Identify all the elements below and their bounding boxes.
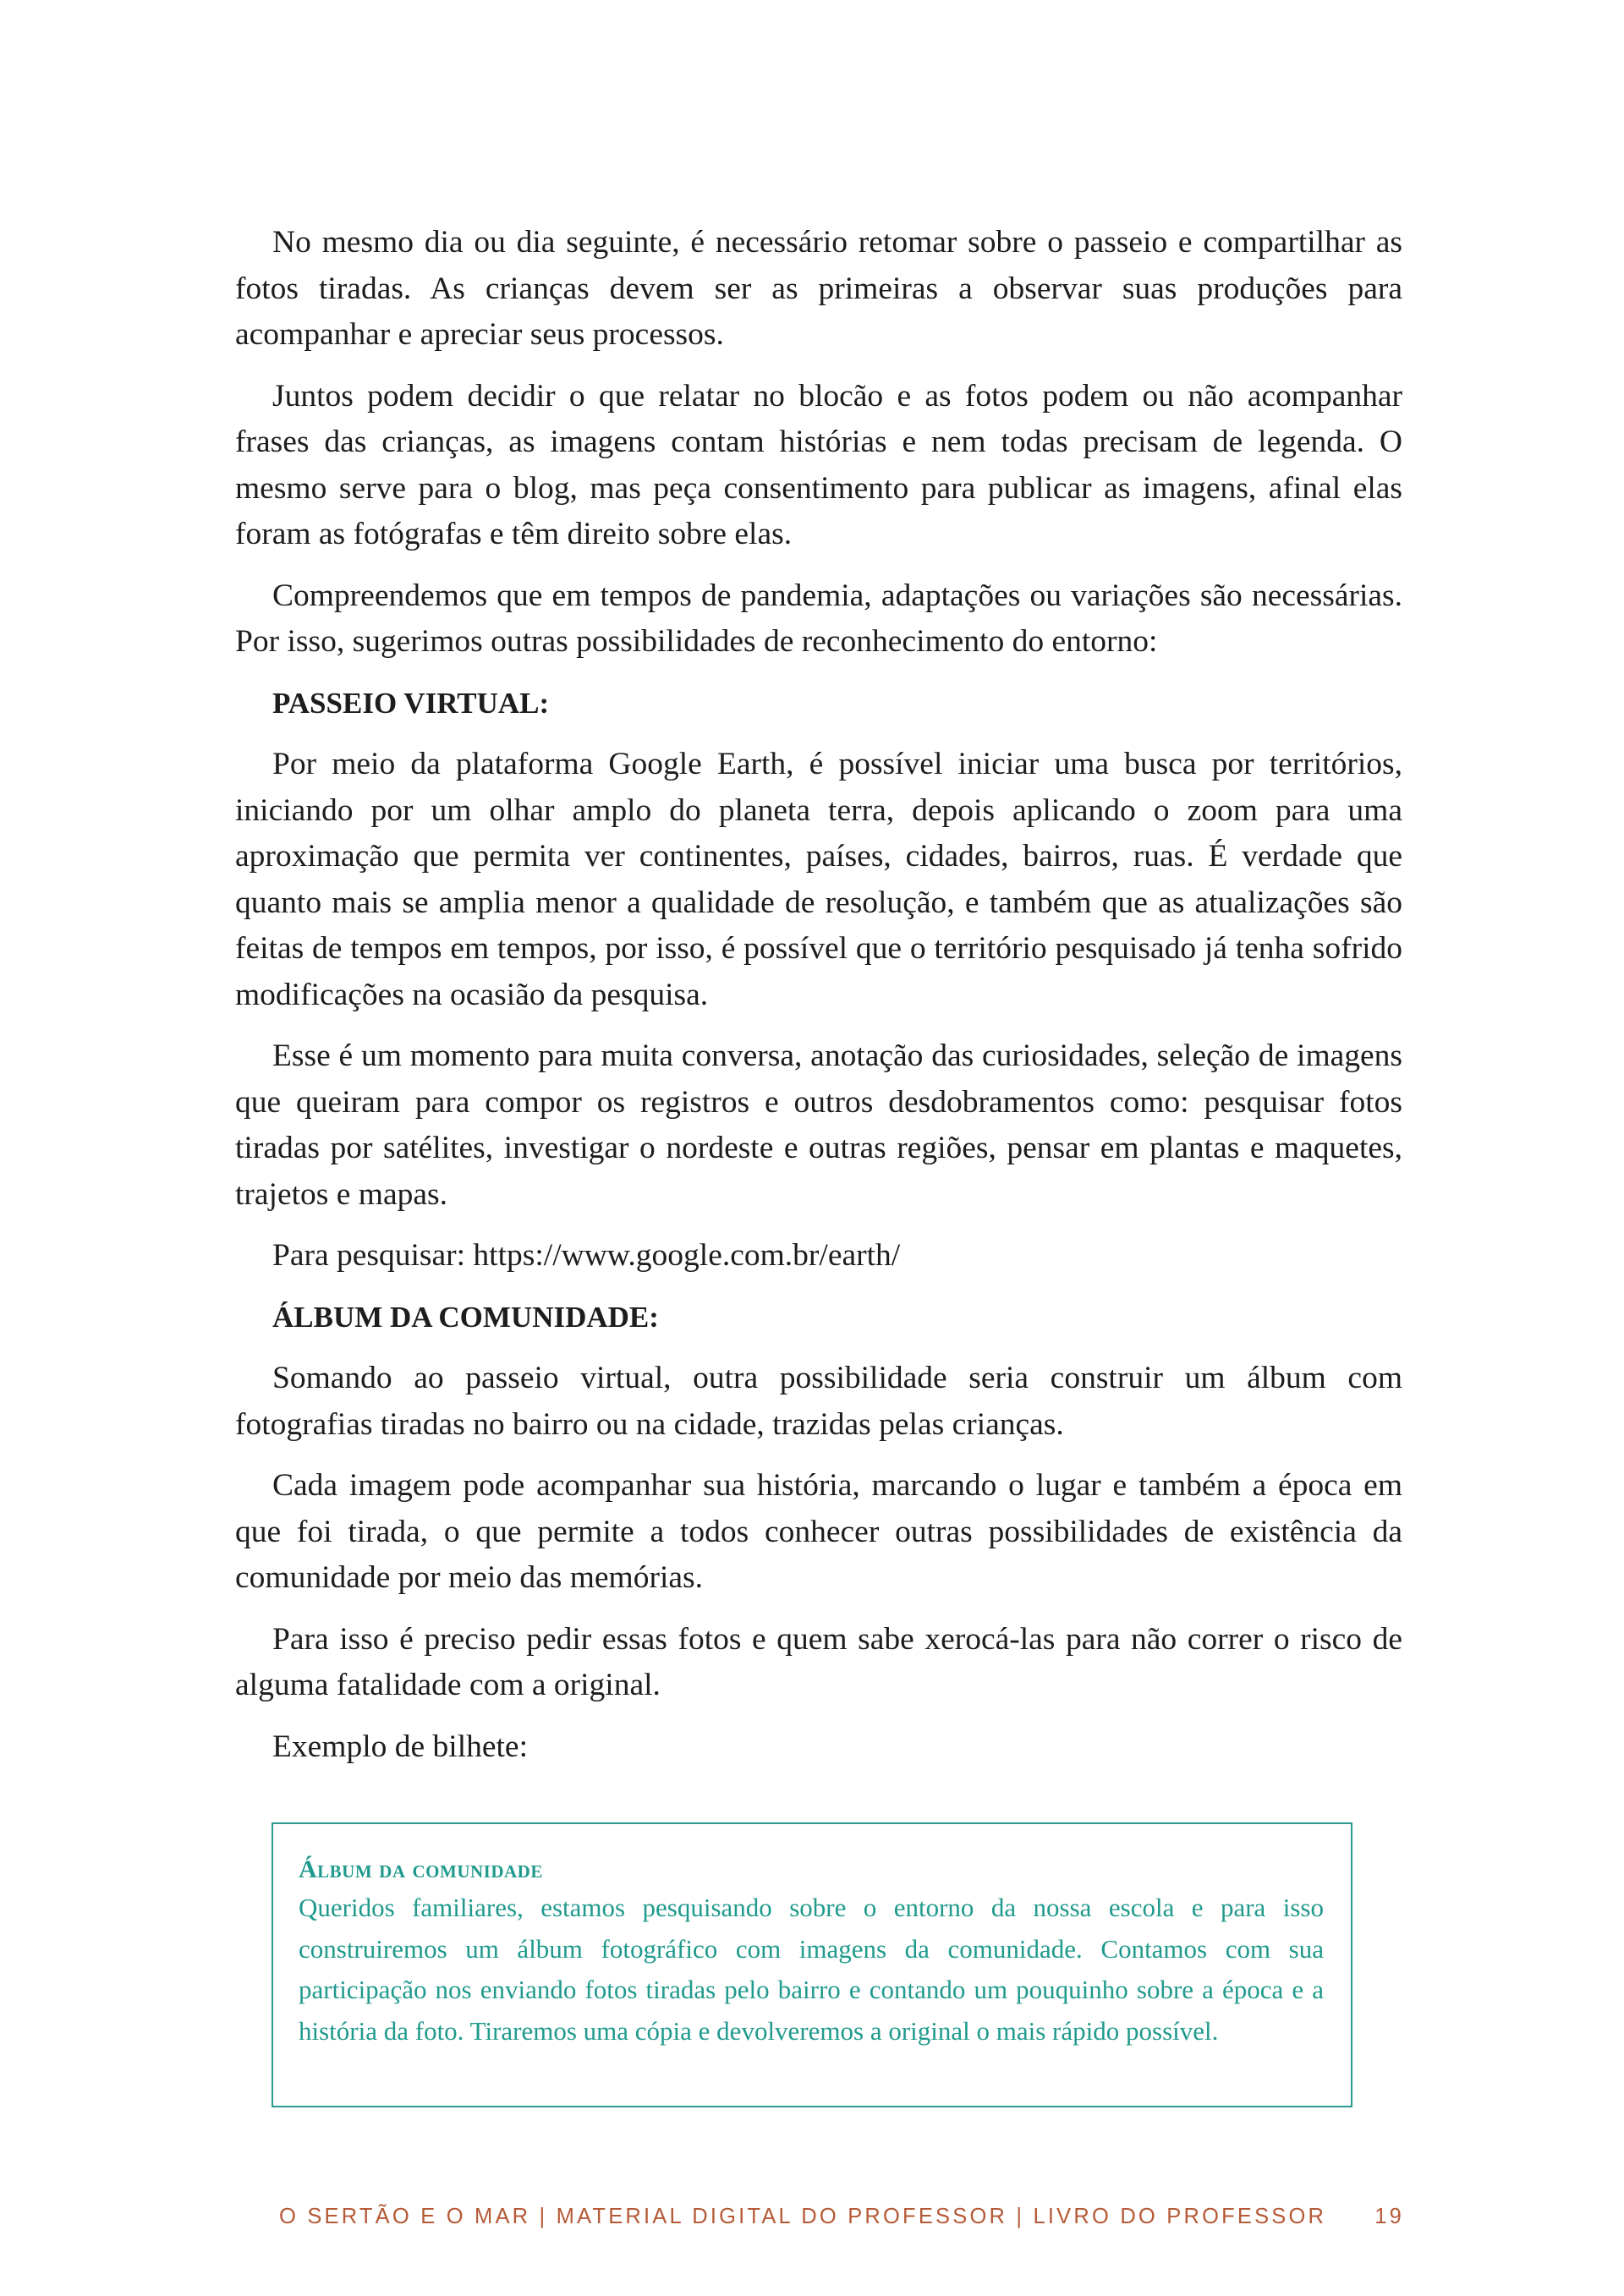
paragraph: No mesmo dia ou dia seguinte, é necessário retomar sobre o passeio e compartilhar as fotos tiradas. As crianças devem ser as primeiras a observar suas produções para acompanhar e apreciar seus processos. [235, 225, 1402, 352]
paragraph: Cada imagem pode acompanhar sua história, marcando o lugar e também a época em que foi tirada, o que permite a todos conhecer outras possibilidades de existência da comunidade por meio das memórias. [235, 1468, 1402, 1595]
section-heading-album-comunidade: ÁLBUM DA COMUNIDADE: [272, 1300, 659, 1334]
footer-text: O SERTÃO E O MAR | MATERIAL DIGITAL DO PROFESSOR | LIVRO DO PROFESSOR [279, 2205, 1327, 2228]
note-title: Álbum da comunidade [299, 1855, 543, 1883]
paragraph: Juntos podem decidir o que relatar no blocão e as fotos podem ou não acompanhar frases das crianças, as imagens contam histórias e nem todas precisam de legenda. O mesmo serve para o blog, mas peça consentimento para publicar as imagens, afinal elas foram as fotógrafas e têm direito sobre elas. [235, 378, 1402, 551]
paragraph: Para isso é preciso pedir essas fotos e quem sabe xerocá-las para não correr o risco de alguma fatalidade com a original. [235, 1621, 1402, 1702]
page-number: 19 [1374, 2205, 1404, 2228]
paragraph-link: Para pesquisar: https://www.google.com.br/earth/ [272, 1238, 901, 1273]
paragraph: Compreendemos que em tempos de pandemia, adaptações ou variações são necessárias. Por isso, sugerimos outras possibilidades de reconhecimento do entorno: [235, 578, 1402, 659]
section-heading-passeio-virtual: PASSEIO VIRTUAL: [272, 686, 550, 720]
page-footer [279, 2205, 1404, 2238]
paragraph: Exemplo de bilhete: [272, 1729, 528, 1764]
paragraph: Esse é um momento para muita conversa, anotação das curiosidades, seleção de imagens que queiram para compor os registros e outros desdobramentos como: pesquisar fotos tiradas por satélites, investigar o nordeste e outras regiões, pensar em plantas e maquetes, trajetos e mapas. [235, 1038, 1402, 1212]
note-body: Queridos familiares, estamos pesquisando sobre o entorno da nossa escola e para isso construiremos um álbum fotográfico com imagens da comunidade. Contamos com sua participação nos enviando fotos tiradas pelo bairro e contando um pouquinho sobre a época e a história da foto. Tiraremos uma cópia e devolveremos a original o mais rápido possível. [299, 1893, 1324, 2046]
body-text [235, 220, 1402, 1785]
paragraph: Somando ao passeio virtual, outra possibilidade seria construir um álbum com fotografias tiradas no bairro ou na cidade, trazidas pelas crianças. [235, 1361, 1402, 1442]
example-note-box [272, 1822, 1352, 2107]
paragraph: Por meio da plataforma Google Earth, é possível iniciar uma busca por territórios, iniciando por um olhar amplo do planeta terra, depois aplicando o zoom para uma aproximação que permita ver continentes, países, cidades, bairros, ruas. É verdade que quanto mais se amplia menor a qualidade de resolução, e também que as atualizações são feitas de tempos em tempos, por isso, é possível que o território pesquisado já tenha sofrido modificações na ocasião da pesquisa. [235, 747, 1402, 1012]
